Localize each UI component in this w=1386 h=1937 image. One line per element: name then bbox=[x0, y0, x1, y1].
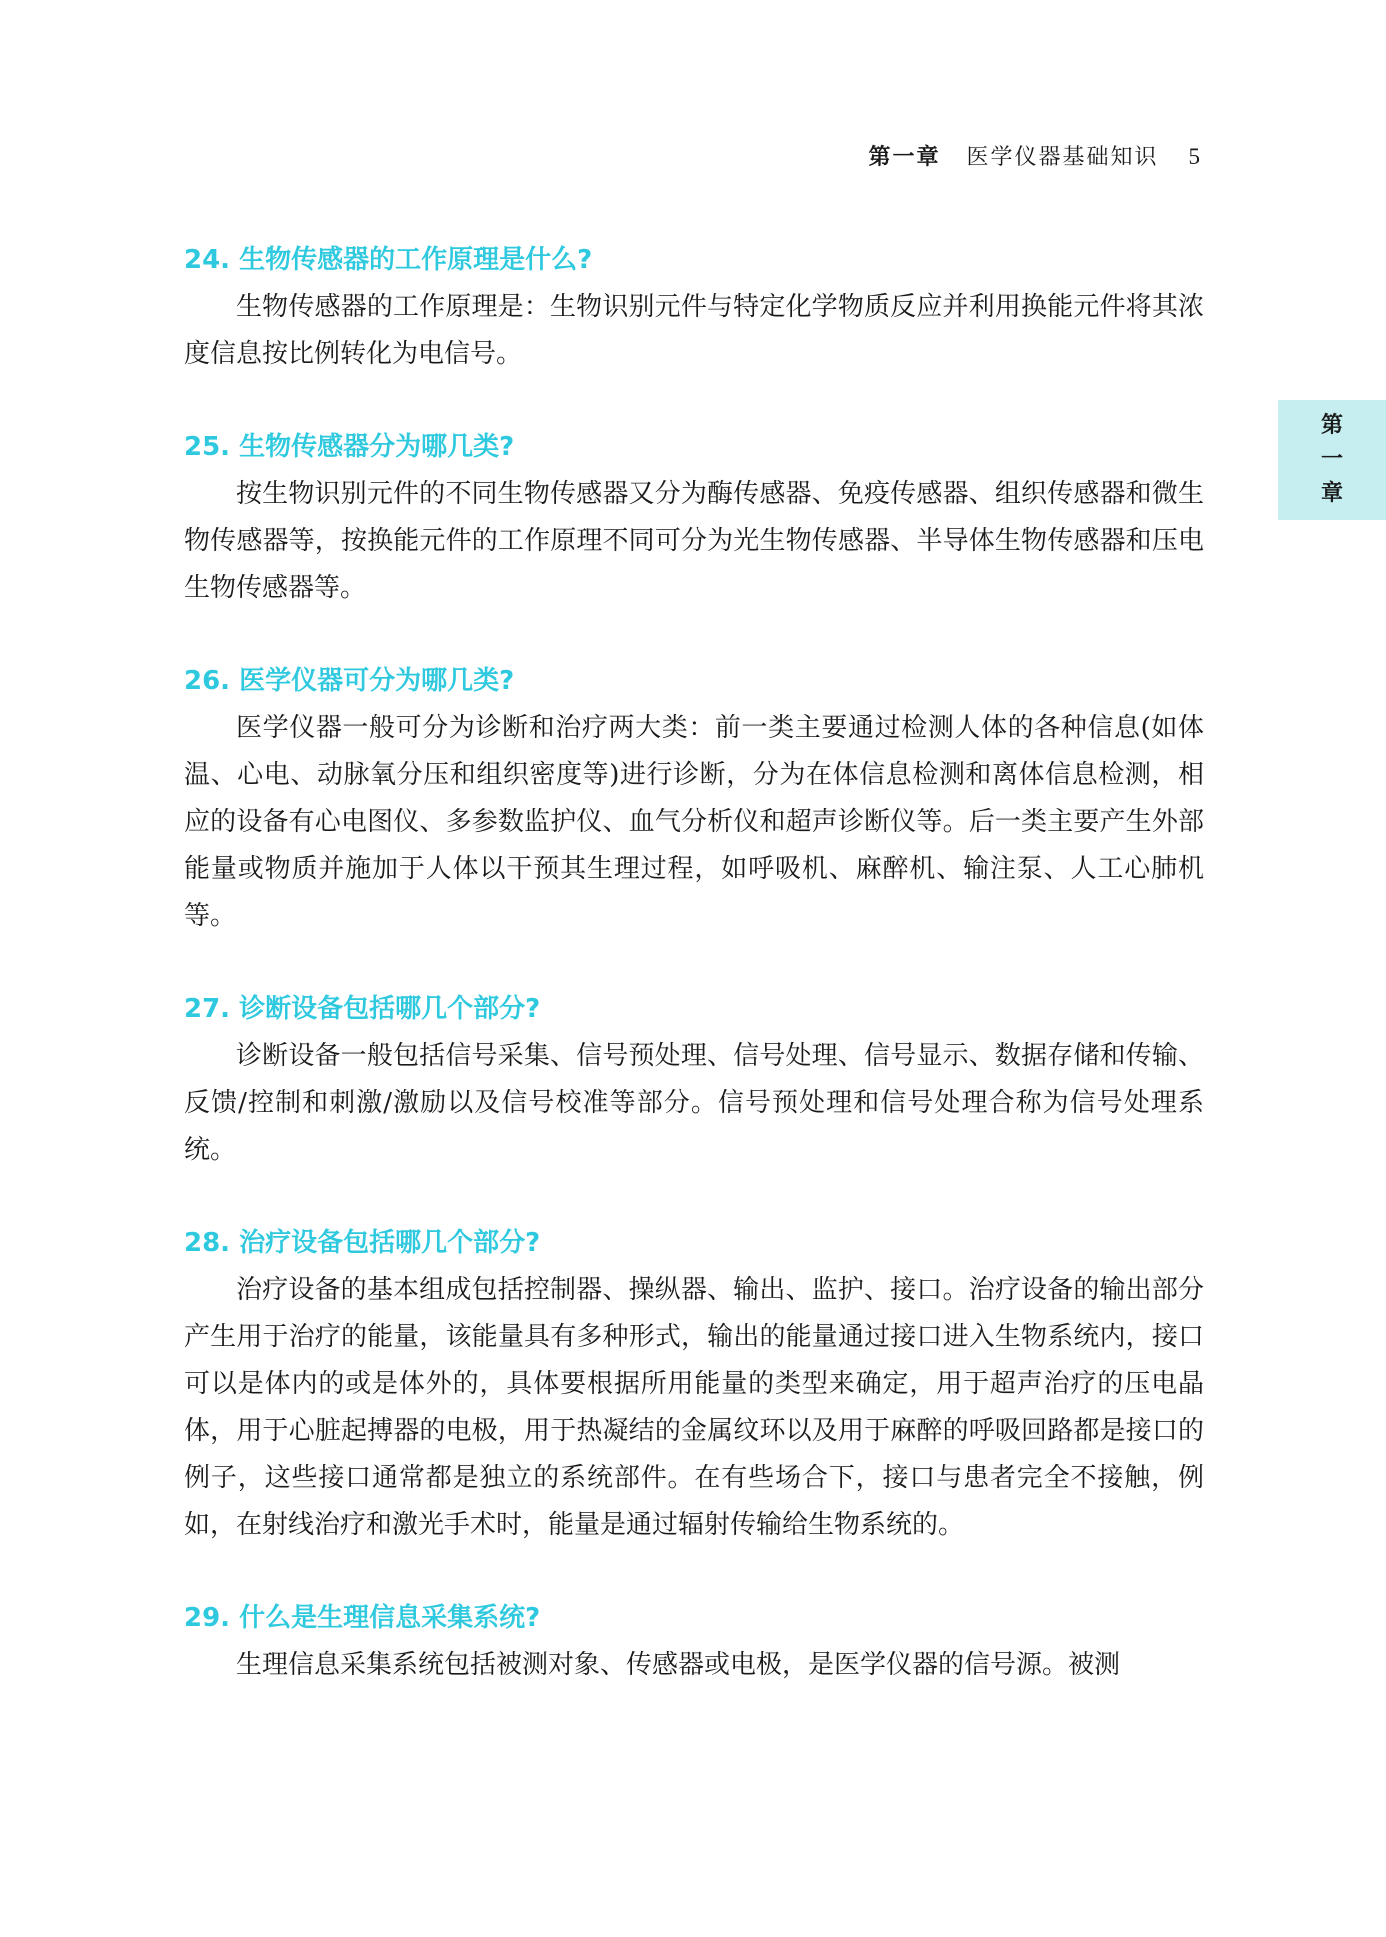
qa-item-29 bbox=[184, 1598, 1204, 1689]
header-chapter: 第一章 bbox=[868, 145, 941, 170]
page-body bbox=[184, 240, 1204, 1738]
question-heading: 29. 什么是生理信息采集系统? bbox=[184, 1603, 541, 1633]
answer-paragraph: 诊断设备一般包括信号采集、信号预处理、信号处理、信号显示、数据存储和传输、反馈/控制和刺激/激励以及信号校准等部分。信号预处理和信号处理合称为信号处理系统。 bbox=[184, 1041, 1204, 1165]
answer-paragraph: 按生物识别元件的不同生物传感器又分为酶传感器、免疫传感器、组织传感器和微生物传感器等，按换能元件的工作原理不同可分为光生物传感器、半导体生物传感器和压电生物传感器等。 bbox=[184, 479, 1204, 603]
answer-paragraph: 治疗设备的基本组成包括控制器、操纵器、输出、监护、接口。治疗设备的输出部分产生用于治疗的能量，该能量具有多种形式，输出的能量通过接口进入生物系统内，接口可以是体内的或是体外的，具体要根据所用能量的类型来确定，用于超声治疗的压电晶体，用于心脏起搏器的电极，用于热凝结的金属纹环以及用于麻醉的呼吸回路都是接口的例子，这些接口通常都是独立的系统部件。在有些场合下，接口与患者完全不接触，例如，在射线治疗和激光手术时，能量是通过辐射传输给生物系统的。 bbox=[184, 1275, 1204, 1540]
tab-char-1: 第 bbox=[1320, 413, 1343, 438]
question-heading: 24. 生物传感器的工作原理是什么? bbox=[184, 245, 593, 275]
qa-item-25 bbox=[184, 427, 1204, 612]
answer-paragraph: 生物传感器的工作原理是：生物识别元件与特定化学物质反应并利用换能元件将其浓度信息按比例转化为电信号。 bbox=[184, 292, 1204, 369]
qa-item-27 bbox=[184, 989, 1204, 1174]
question-heading: 26. 医学仪器可分为哪几类? bbox=[184, 666, 515, 696]
question-heading: 25. 生物传感器分为哪几类? bbox=[184, 432, 515, 462]
question-heading: 27. 诊断设备包括哪几个部分? bbox=[184, 994, 541, 1024]
chapter-side-tab bbox=[1278, 400, 1386, 520]
answer-paragraph: 生理信息采集系统包括被测对象、传感器或电极，是医学仪器的信号源。被测 bbox=[236, 1650, 1121, 1680]
qa-item-28 bbox=[184, 1223, 1204, 1549]
answer-paragraph: 医学仪器一般可分为诊断和治疗两大类：前一类主要通过检测人体的各种信息(如体温、心电、动脉氧分压和组织密度等)进行诊断，分为在体信息检测和离体信息检测，相应的设备有心电图仪、多参数监护仪、血气分析仪和超声诊断仪等。后一类主要产生外部能量或物质并施加于人体以干预其生理过程，如呼吸机、麻醉机、输注泵、人工心肺机等。 bbox=[184, 713, 1204, 931]
running-header bbox=[868, 140, 1202, 171]
tab-char-3: 章 bbox=[1320, 481, 1343, 506]
question-heading: 28. 治疗设备包括哪几个部分? bbox=[184, 1228, 541, 1258]
header-title: 医学仪器基础知识 bbox=[966, 145, 1159, 170]
qa-item-26 bbox=[184, 661, 1204, 940]
qa-item-24 bbox=[184, 240, 1204, 378]
page-number: 5 bbox=[1188, 144, 1202, 169]
tab-char-2: 一 bbox=[1320, 447, 1343, 472]
